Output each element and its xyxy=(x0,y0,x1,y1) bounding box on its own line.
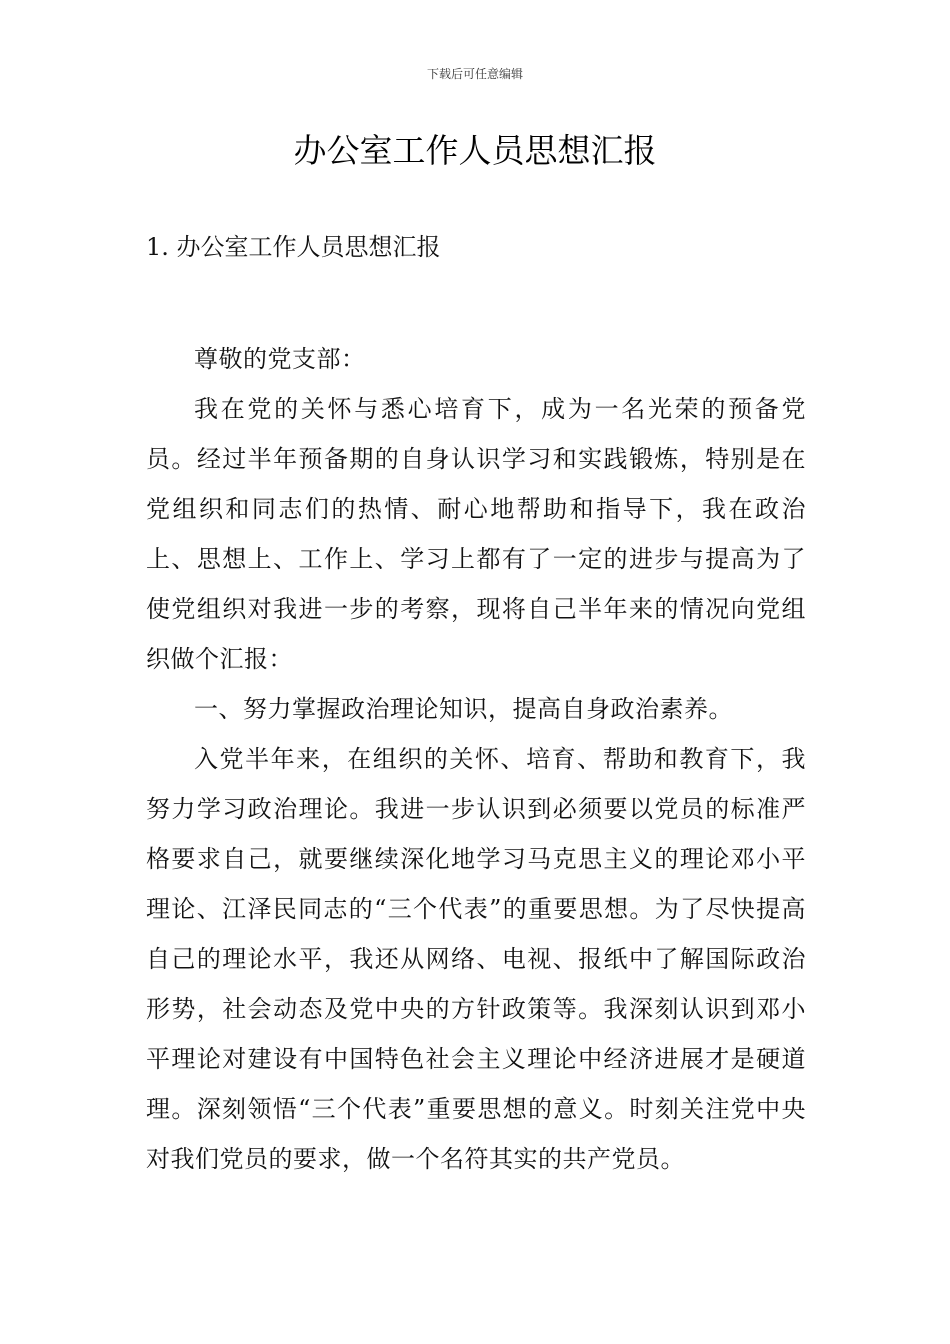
header-note: 下载后可任意编辑 xyxy=(426,67,523,81)
page-title: 办公室工作人员思想汇报 xyxy=(293,131,657,170)
document-body xyxy=(146,334,806,1184)
paragraph: 我在党的关怀与悉心培育下，成为一名光荣的预备党员。经过半年预备期的自身认识学习和实践锻炼，特别是在党组织和同志们的热情、耐心地帮助和指导下，我在政治上、思想上、工作上、学习上都有了一定的进步与提高为了使党组织对我进一步的考察，现将自己半年来的情况向党组织做个汇报： xyxy=(146,395,806,673)
salutation: 尊敬的党支部： xyxy=(194,345,366,373)
subheading-paragraph: 一、努力掌握政治理论知识，提高自身政治素养。 xyxy=(194,695,733,723)
section-heading: 1. 办公室工作人员思想汇报 xyxy=(146,233,441,261)
paragraph: 入党半年来，在组织的关怀、培育、帮助和教育下，我努力学习政治理论。我进一步认识到必须要以党员的标准严格要求自己，就要继续深化地学习马克思主义的理论邓小平理论、江泽民同志的“三个代表”的重要思想。为了尽快提高自己的理论水平，我还从网络、电视、报纸中了解国际政治形势，社会动态及党中央的方针政策等。我深刻认识到邓小平理论对建设有中国特色社会主义理论中经济进展才是硬道理。深刻领悟“三个代表”重要思想的意义。时刻关注党中央对我们党员的要求，做一个名符其实的共产党员。 xyxy=(146,745,806,1173)
